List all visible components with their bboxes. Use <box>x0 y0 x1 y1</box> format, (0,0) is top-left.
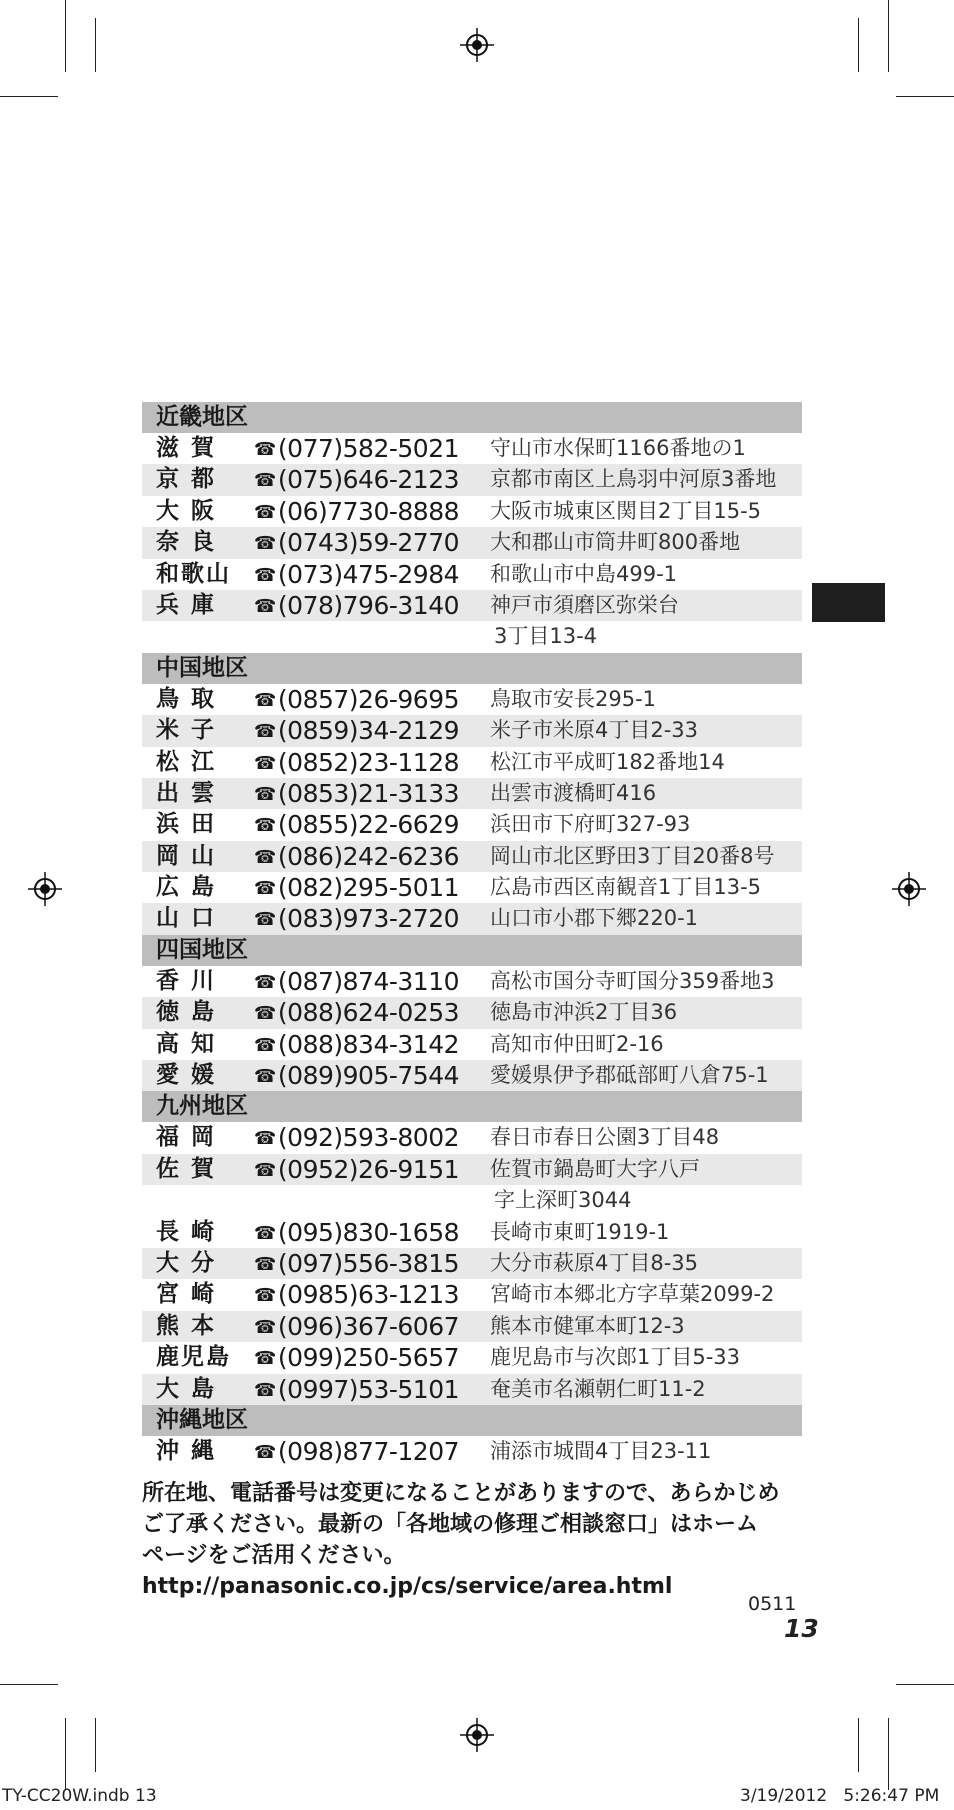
phone-number[interactable] <box>254 841 490 872</box>
address: 鹿児島市与次郎1丁目5-33 <box>490 1345 741 1370</box>
center-row <box>142 1122 802 1153</box>
region-heading: 中国地区 <box>142 653 802 684</box>
registration-mark-icon <box>460 1718 494 1752</box>
telephone-icon: ☎ <box>254 1222 276 1244</box>
crop-mark <box>888 1718 889 1790</box>
phone-number-text: (077)582-5021 <box>277 434 460 463</box>
prefecture-name: 長 崎 <box>156 1218 217 1245</box>
address: 浜田市下府町327-93 <box>490 812 691 837</box>
prefecture-name: 鹿児島 <box>156 1344 231 1371</box>
telephone-icon: ☎ <box>254 1348 276 1370</box>
phone-number-text: (075)646-2123 <box>277 465 460 495</box>
phone-number-text: (099)250-5657 <box>277 1343 460 1373</box>
registration-mark-icon <box>28 872 62 906</box>
phone-number[interactable] <box>254 684 490 715</box>
footer-datetime: 3/19/2012 5:26:47 PM <box>740 1786 940 1806</box>
phone-number[interactable] <box>254 559 490 590</box>
center-row <box>142 841 802 872</box>
registration-mark-icon <box>460 28 494 62</box>
address: 長崎市東町1919-1 <box>490 1219 670 1244</box>
address: 大和郡山市筒井町800番地 <box>490 530 741 555</box>
center-row <box>142 1342 802 1373</box>
crop-mark <box>888 0 889 72</box>
phone-number[interactable] <box>254 527 490 558</box>
phone-number[interactable] <box>254 1342 490 1373</box>
repair-center-directory <box>142 402 802 1467</box>
center-row <box>142 684 802 715</box>
phone-number-text: (088)834-3142 <box>277 1029 460 1059</box>
prefecture-name: 出 雲 <box>156 779 217 806</box>
center-row <box>142 433 802 464</box>
phone-number-text: (0952)26-9151 <box>277 1154 460 1184</box>
prefecture-name: 香 川 <box>156 967 217 994</box>
phone-number-text: (098)877-1207 <box>277 1436 460 1466</box>
telephone-icon: ☎ <box>254 1379 276 1401</box>
phone-number-text: (083)973-2720 <box>277 904 460 934</box>
telephone-icon: ☎ <box>254 846 276 868</box>
prefecture-name: 宮 崎 <box>156 1281 217 1308</box>
center-row <box>142 966 802 997</box>
prefecture-name: 松 江 <box>156 748 217 775</box>
center-row <box>142 1311 802 1342</box>
prefecture-name: 大 島 <box>156 1375 217 1402</box>
telephone-icon: ☎ <box>254 470 276 492</box>
phone-number[interactable] <box>254 778 490 809</box>
phone-number-text: (096)367-6067 <box>277 1311 460 1341</box>
center-row <box>142 1029 802 1060</box>
crop-mark <box>0 1684 58 1685</box>
address: 徳島市沖浜2丁目36 <box>490 1000 678 1025</box>
phone-number[interactable] <box>254 496 490 527</box>
center-row <box>142 1374 802 1405</box>
notice-line: ページをご活用ください。 <box>142 1543 406 1568</box>
prefecture-name: 奈 良 <box>156 529 217 556</box>
center-row <box>142 997 802 1028</box>
phone-number-text: (089)905-7544 <box>277 1061 460 1091</box>
phone-number[interactable] <box>254 590 490 621</box>
address: 熊本市健軍本町12-3 <box>490 1313 685 1338</box>
address: 岡山市北区野田3丁目20番8号 <box>490 843 775 868</box>
phone-number-text: (086)242-6236 <box>277 841 460 871</box>
telephone-icon: ☎ <box>254 564 276 586</box>
notice-line: ご了承ください。最新の「各地域の修理ご相談窓口」はホーム <box>142 1512 759 1537</box>
prefecture-name: 熊 本 <box>156 1312 217 1339</box>
address: 山口市小郡下郷220-1 <box>490 906 699 931</box>
crop-mark <box>0 96 58 97</box>
crop-mark <box>95 18 96 72</box>
telephone-icon: ☎ <box>254 971 276 993</box>
phone-number-text: (0985)63-1213 <box>277 1280 460 1310</box>
prefecture-name: 広 島 <box>156 874 217 901</box>
address: 高知市仲田町2-16 <box>490 1031 664 1056</box>
address-continuation-row <box>142 621 802 652</box>
address-continuation-row <box>142 1185 802 1216</box>
crop-mark <box>65 1718 66 1790</box>
crop-mark <box>95 1718 96 1772</box>
phone-number[interactable] <box>254 1279 490 1310</box>
crop-mark <box>896 1684 954 1685</box>
phone-number-text: (0857)26-9695 <box>277 684 460 714</box>
center-row <box>142 496 802 527</box>
phone-number-text: (082)295-5011 <box>277 873 460 903</box>
prefecture-name: 京 都 <box>156 466 217 493</box>
telephone-icon: ☎ <box>254 1128 276 1150</box>
region-heading: 近畿地区 <box>142 402 802 433</box>
phone-number-text: (0997)53-5101 <box>277 1374 460 1404</box>
center-row <box>142 778 802 809</box>
center-row <box>142 1060 802 1091</box>
telephone-icon: ☎ <box>254 1066 276 1088</box>
notice-line: 所在地、電話番号は変更になることがありますので、あらかじめ <box>142 1481 780 1506</box>
prefecture-name: 浜 田 <box>156 811 217 838</box>
address: 佐賀市鍋島町大字八戸 <box>490 1156 700 1181</box>
address: 京都市南区上鳥羽中河原3番地 <box>490 467 777 492</box>
address: 浦添市城間4丁目23-11 <box>490 1438 712 1463</box>
phone-number-text: (097)556-3815 <box>277 1248 460 1278</box>
phone-number[interactable] <box>254 1248 490 1279</box>
prefecture-name: 大 分 <box>156 1249 217 1276</box>
telephone-icon: ☎ <box>254 721 276 743</box>
phone-number-text: (092)593-8002 <box>277 1123 460 1153</box>
center-row <box>142 1436 802 1467</box>
phone-number-text: (078)796-3140 <box>277 590 460 620</box>
center-row <box>142 464 802 495</box>
crop-mark <box>858 1718 859 1772</box>
phone-number[interactable] <box>254 1154 490 1185</box>
prefecture-name: 米 子 <box>156 717 217 744</box>
address: 松江市平成町182番地14 <box>490 749 725 774</box>
address: 出雲市渡橋町416 <box>490 780 657 805</box>
phone-number[interactable] <box>254 809 490 840</box>
phone-number-text: (087)874-3110 <box>277 966 460 996</box>
phone-number[interactable] <box>254 747 490 778</box>
region-heading: 九州地区 <box>142 1091 802 1122</box>
address: 神戸市須磨区弥栄台 <box>490 592 679 617</box>
notice-text <box>142 1478 822 1602</box>
phone-number[interactable] <box>254 1029 490 1060</box>
telephone-icon: ☎ <box>254 783 276 805</box>
address: 守山市水保町1166番地の1 <box>490 436 746 460</box>
telephone-icon: ☎ <box>254 439 276 460</box>
address: 和歌山市中島499-1 <box>490 561 678 586</box>
telephone-icon: ☎ <box>254 1285 276 1307</box>
phone-number[interactable] <box>254 1060 490 1091</box>
phone-number[interactable] <box>254 1374 490 1405</box>
phone-number[interactable] <box>254 715 490 746</box>
prefecture-name: 高 知 <box>156 1030 217 1057</box>
region-heading: 四国地区 <box>142 935 802 966</box>
telephone-icon: ☎ <box>254 1441 276 1463</box>
telephone-icon: ☎ <box>254 909 276 931</box>
address: 広島市西区南観音1丁目13-5 <box>490 875 762 900</box>
prefecture-name: 大 阪 <box>156 497 217 524</box>
phone-number-text: (06)7730-8888 <box>277 496 460 526</box>
address: 米子市米原4丁目2-33 <box>490 718 699 743</box>
region-heading: 沖縄地区 <box>142 1405 802 1436</box>
crop-mark <box>858 18 859 72</box>
phone-number-text: (0855)22-6629 <box>277 810 460 840</box>
telephone-icon: ☎ <box>254 815 276 837</box>
center-row <box>142 1279 802 1310</box>
phone-number-text: (0743)59-2770 <box>277 528 460 558</box>
crop-mark <box>896 96 954 97</box>
address: 鳥取市安長295-1 <box>490 686 657 711</box>
address: 大分市萩原4丁目8-35 <box>490 1250 699 1275</box>
center-row <box>142 1248 802 1279</box>
footer-filename: TY-CC20W.indb 13 <box>2 1786 157 1806</box>
prefecture-name: 和歌山 <box>156 560 231 587</box>
telephone-icon: ☎ <box>254 1159 276 1181</box>
phone-number-text: (088)624-0253 <box>277 998 460 1028</box>
prefecture-name: 福 岡 <box>156 1124 217 1151</box>
service-url-link[interactable]: http://panasonic.co.jp/cs/service/area.html <box>142 1574 673 1599</box>
address: 宮崎市本郷北方字草葉2099-2 <box>490 1282 775 1307</box>
address: 大阪市城東区関目2丁目15-5 <box>490 498 762 523</box>
phone-number-text: (095)830-1658 <box>277 1217 460 1247</box>
address: 字上深町3044 <box>494 1188 632 1213</box>
prefecture-name: 岡 山 <box>156 842 217 869</box>
telephone-icon: ☎ <box>254 501 276 523</box>
center-row <box>142 715 802 746</box>
telephone-icon: ☎ <box>254 595 276 617</box>
address: 奄美市名瀬朝仁町11-2 <box>490 1376 706 1401</box>
center-row <box>142 809 802 840</box>
telephone-icon: ☎ <box>254 1003 276 1025</box>
telephone-icon: ☎ <box>254 752 276 774</box>
telephone-icon: ☎ <box>254 1253 276 1275</box>
center-row <box>142 559 802 590</box>
phone-number[interactable] <box>254 1436 490 1467</box>
telephone-icon: ☎ <box>254 533 276 555</box>
phone-number[interactable] <box>254 1122 490 1153</box>
phone-number[interactable] <box>254 433 490 464</box>
center-row <box>142 872 802 903</box>
address: 3丁目13-4 <box>494 624 598 649</box>
prefecture-name: 愛 媛 <box>156 1062 217 1089</box>
address: 春日市春日公園3丁目48 <box>490 1125 720 1150</box>
phone-number[interactable] <box>254 966 490 997</box>
phone-number-text: (0852)23-1128 <box>277 747 460 777</box>
prefecture-name: 滋 賀 <box>156 435 217 461</box>
center-row <box>142 1154 802 1185</box>
page-number: 13 <box>784 1614 819 1643</box>
center-row <box>142 747 802 778</box>
center-row <box>142 590 802 621</box>
telephone-icon: ☎ <box>254 878 276 900</box>
document-code: 0511 <box>748 1593 797 1615</box>
address: 高松市国分寺町国分359番地3 <box>490 968 775 993</box>
center-row <box>142 527 802 558</box>
prefecture-name: 兵 庫 <box>156 591 217 618</box>
center-row <box>142 1217 802 1248</box>
prefecture-name: 鳥 取 <box>156 685 217 712</box>
phone-number[interactable] <box>254 872 490 903</box>
prefecture-name: 沖 縄 <box>156 1437 217 1464</box>
telephone-icon: ☎ <box>254 689 276 711</box>
crop-mark <box>65 0 66 72</box>
registration-mark-icon <box>892 872 926 906</box>
telephone-icon: ☎ <box>254 1316 276 1338</box>
prefecture-name: 山 口 <box>156 905 217 932</box>
telephone-icon: ☎ <box>254 1034 276 1056</box>
phone-number-text: (0859)34-2129 <box>277 716 460 746</box>
prefecture-name: 佐 賀 <box>156 1155 217 1182</box>
prefecture-name: 徳 島 <box>156 999 217 1026</box>
phone-number[interactable] <box>254 464 490 495</box>
center-row <box>142 903 802 934</box>
phone-number-text: (073)475-2984 <box>277 559 460 589</box>
address: 愛媛県伊予郡砥部町八倉75-1 <box>490 1063 769 1088</box>
phone-number[interactable] <box>254 903 490 934</box>
phone-number[interactable] <box>254 1217 490 1248</box>
phone-number[interactable] <box>254 997 490 1028</box>
phone-number[interactable] <box>254 1311 490 1342</box>
phone-number-text: (0853)21-3133 <box>277 778 460 808</box>
section-tab-marker <box>812 583 885 622</box>
